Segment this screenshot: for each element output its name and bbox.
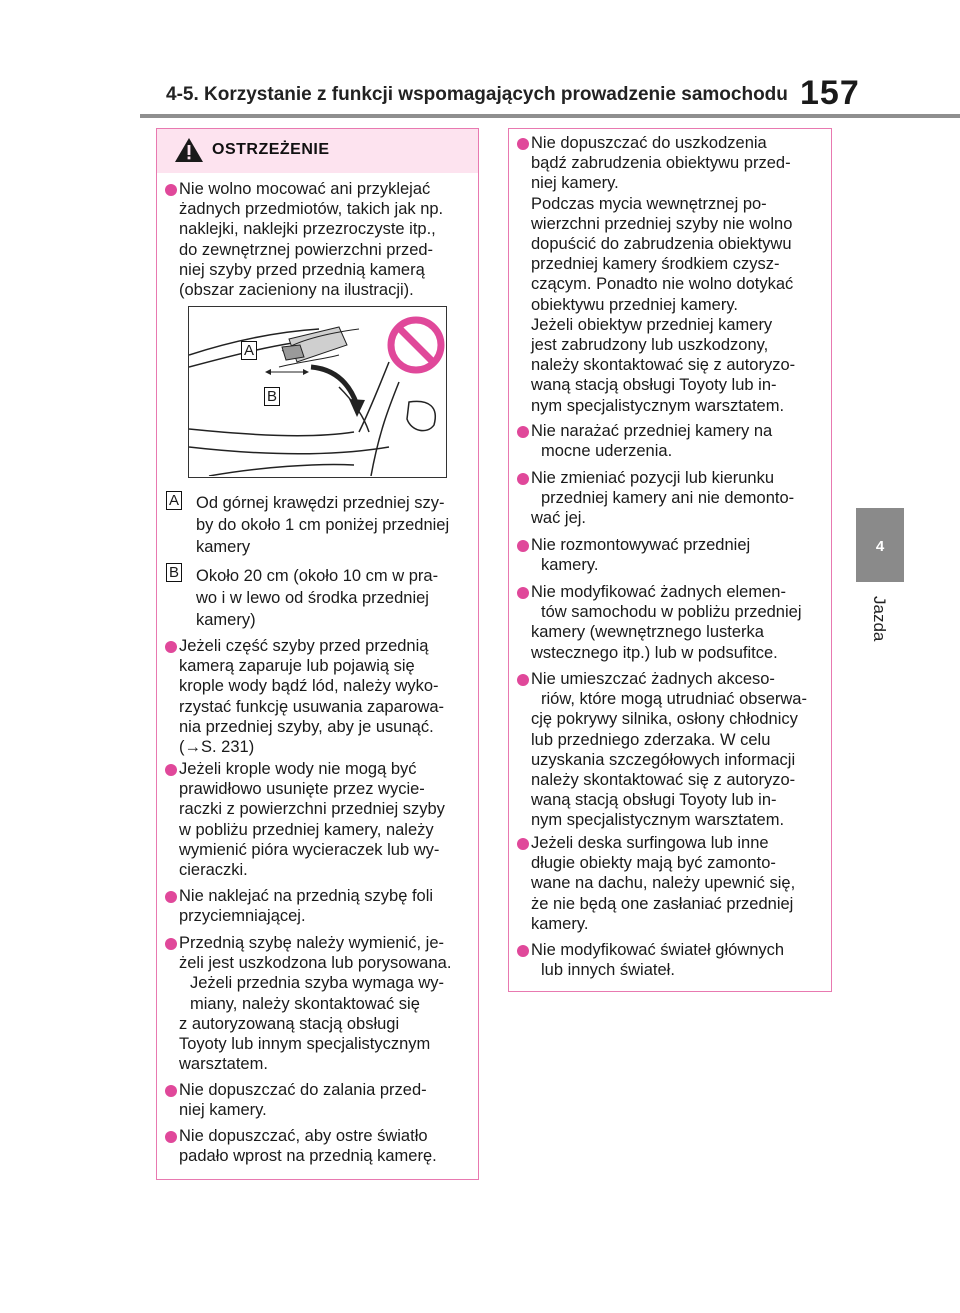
legend-label-b: B [166, 563, 182, 582]
warning-item: Nie dopuszczać, aby ostre światło padało wprost na przednią kamerę. [179, 1127, 437, 1166]
warning-item: Nie zmieniać pozycji lub kierunku przedniej kamery ani nie demonto- wać jej. [531, 469, 795, 528]
warning-item: Nie modyfikować żadnych elemen- tów samochodu w pobliżu przedniej kamery (wewnętrznego lusterka wstecznego itp.) lub w podsufitce. [531, 583, 802, 662]
bullet-icon [165, 184, 177, 196]
warning-item: Nie naklejać na przednią szybę foli przyciemniającej. [179, 887, 434, 926]
bullet-icon [517, 473, 529, 485]
bullet-icon [165, 938, 177, 950]
figure-label-a: A [241, 341, 257, 360]
warning-item: Jeżeli część szyby przed przednią kamerą zaparuje lub pojawią się krople wody bądź lód, należy wyko- rzystać funkcję usuwania zaparowa- nia przedniej szyby, aby je usunąć. (→S. 231) [179, 637, 445, 757]
bullet-icon [165, 764, 177, 776]
bullet-icon [517, 587, 529, 599]
bullet-icon [517, 426, 529, 438]
warning-item: Jeżeli deska surfingowa lub inne długie obiekty mają być zamonto- wane na dachu, należy upewnić się, że nie będą one zasłaniać przedniej kamery. [531, 834, 796, 933]
chapter-tab [856, 508, 904, 582]
warning-item: Nie narażać przedniej kamery na mocne uderzenia. [531, 422, 773, 461]
bullet-icon [165, 1131, 177, 1143]
figure-label-b: B [264, 387, 280, 406]
bullet-icon [517, 674, 529, 686]
windshield-drawing [189, 307, 445, 476]
bullet-icon [517, 540, 529, 552]
bullet-icon [517, 945, 529, 957]
bullet-icon [517, 838, 529, 850]
warning-item: Przednią szybę należy wymienić, je- żeli jest uszkodzona lub porysowana. Jeżeli przednia szyba wymaga wy- miany, należy skontaktować się z autoryzowaną stacją obsługi Toyoty lub innym specjalistycznym warsztatem. [179, 934, 452, 1074]
warning-item: Nie dopuszczać do zalania przed- niej kamery. [179, 1081, 427, 1120]
chapter-label: Jazda [870, 596, 889, 642]
chapter-number: 4 [875, 538, 885, 555]
warning-item: Nie rozmontowywać przedniej kamery. [531, 536, 751, 575]
page-number: 157 [800, 74, 860, 112]
bullet-icon [517, 138, 529, 150]
bullet-icon [165, 891, 177, 903]
warning-item: Jeżeli krople wody nie mogą być prawidłowo usunięte przez wycie- raczki z powierzchni przedniej szyby w pobliżu przedniej kamery, należy wymienić pióra wycieraczek lub wy- cieraczki. [179, 760, 445, 880]
warning-title: OSTRZEŻENIE [212, 141, 330, 158]
legend-a-text: Od górnej krawędzi przedniej szy- by do około 1 cm poniżej przedniej kamery [196, 494, 450, 556]
warning-item: Nie modyfikować świateł głównych lub innych świateł. [531, 941, 785, 980]
warning-item: Nie umieszczać żadnych akceso- riów, które mogą utrudniać obserwa- cję pokrywy silnika, osłony chłodnicy lub przedniego zderzaka. W celu uzyskania szczegółowych informacji należy skontaktować się z autoryzo- waną stacją obsługi Toyoty lub in- nym specjalistycznym warsztatem. [531, 670, 807, 830]
legend-label-a: A [166, 491, 182, 510]
section-title: 4-5. Korzystanie z funkcji wspomagających prowadzenie samochodu [166, 84, 788, 105]
warning-triangle-icon [174, 137, 204, 163]
bullet-icon [165, 641, 177, 653]
bullet-icon [165, 1085, 177, 1097]
header-divider [140, 114, 960, 118]
warning-item: Nie dopuszczać do uszkodzenia bądź zabrudzenia obiektywu przed- niej kamery. Podczas mycia wewnętrznej po- wierzchni przedniej szyby nie wolno dopuścić do zabrudzenia obiektywu przedniej kamery środkiem czysz- czącym. Ponadto nie wolno dotykać obiektywu przedniej kamery. Jeżeli obiektyw przedniej kamery jest zabrudzony lub uszkodzony, należy skontaktować się z autoryzo- waną stacją obsługi Toyoty lub in- nym specjalistycznym warsztatem. [531, 134, 796, 415]
legend-b-text: Około 20 cm (około 10 cm w pra- wo i w lewo od środka przedniej kamery) [196, 567, 439, 629]
warning-item: Nie wolno mocować ani przyklejać żadnych przedmiotów, takich jak np. naklejki, naklejki przezroczyste itp., do zewnętrznej powierzchni przed- niej szyby przed przednią kamerą (obszar zacieniony na ilustracji). [179, 180, 444, 300]
camera-illustration [188, 306, 447, 478]
